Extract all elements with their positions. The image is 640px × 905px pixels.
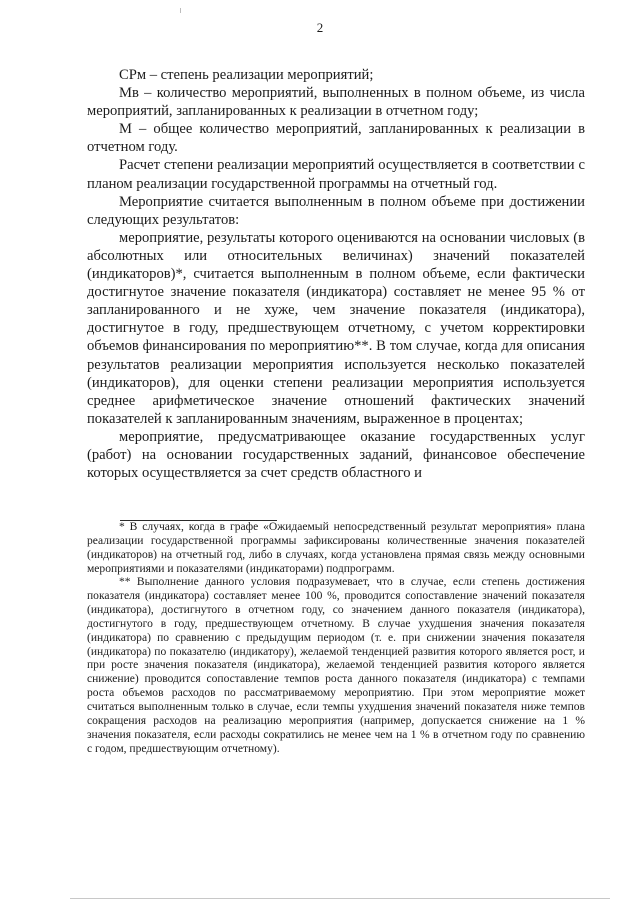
main-text bbox=[87, 66, 585, 482]
scan-edge-line bbox=[70, 898, 610, 899]
scan-artifact bbox=[180, 8, 181, 13]
paragraph-numeric-indicators: мероприятие, результаты которого оцениваются на основании числовых (в абсолютных или относительных величинах) значений показателей (индикаторов)*, считается выполненным в полном объеме, если фактически достигнутое значение показателя (индикатора) составляет не менее 95 % от запланированного и не хуже, чем значение показателя (индикатора), достигнутое в году, предшествующем отчетному, с учетом корректировки объемов финансирования по мероприятию**. В том случае, когда для описания результатов реализации мероприятия используется несколько показателей (индикаторов), для оценки степени реализации мероприятия используется среднее арифметическое значение отношений фактических значений показателей к запланированным значениям, выраженное в процентах; bbox=[87, 229, 585, 427]
paragraph-m-definition: М – общее количество мероприятий, запланированных к реализации в отчетном году. bbox=[87, 121, 585, 156]
footnote-1: * В случаях, когда в графе «Ожидаемый непосредственный результат мероприятия» плана реализации государственной программы зафиксированы количественные значения показателей (индикаторов) на отчетный год, либо в случаях, когда установлена прямая связь между основными мероприятиями и показателями (индикаторами) подпрограмм. bbox=[87, 521, 585, 575]
paragraph-srm-definition: СРм – степень реализации мероприятий; bbox=[119, 67, 374, 83]
footnote-2: ** Выполнение данного условия подразумевает, что в случае, если степень достижения показателя (индикатора) составляет менее 100 %, проводится сопоставление значений показателя (индикатора), достигнутого в отчетном году, со значением данного показателя (индикатора), достигнутого в году, предшествующем отчетному. В случае ухудшения значения показателя (индикатора) по сравнению с предыдущим периодом (т. е. при снижении значения показателя (индикатора) по показателю (индикатору), желаемой тенденцией развития которого является рост, и при росте значения показателя (индикатора), желаемой тенденцией развития которого является снижение) проводится сопоставление темпов роста данного показателя (индикатора) с темпами роста объемов расходов по рассматриваемому мероприятию. При этом мероприятие может считаться выполненным только в случае, если темпы ухудшения значений показателя ниже темпов сокращения расходов на реализацию мероприятия (например, допускается снижение на 1 % значения показателя, если расходы сократились не менее чем на 1 % в отчетном году по сравнению с годом, предшествующим отчетному). bbox=[87, 576, 585, 755]
page-number: 2 bbox=[316, 20, 324, 35]
paragraph-calculation-basis: Расчет степени реализации мероприятий осуществляется в соответствии с планом реализации государственной программы на отчетный год. bbox=[87, 157, 585, 192]
paragraph-mv-definition: Мв – количество мероприятий, выполненных в полном объеме, из числа мероприятий, запланированных к реализации в отчетном году; bbox=[87, 85, 585, 120]
paragraph-completion-criteria: Мероприятие считается выполненным в полном объеме при достижении следующих результатов: bbox=[87, 193, 585, 228]
footnotes bbox=[87, 521, 585, 756]
paragraph-state-services: мероприятие, предусматривающее оказание государственных услуг (работ) на основании государственных заданий, финансовое обеспечение которых осуществляется за счет средств областного и bbox=[87, 428, 585, 482]
